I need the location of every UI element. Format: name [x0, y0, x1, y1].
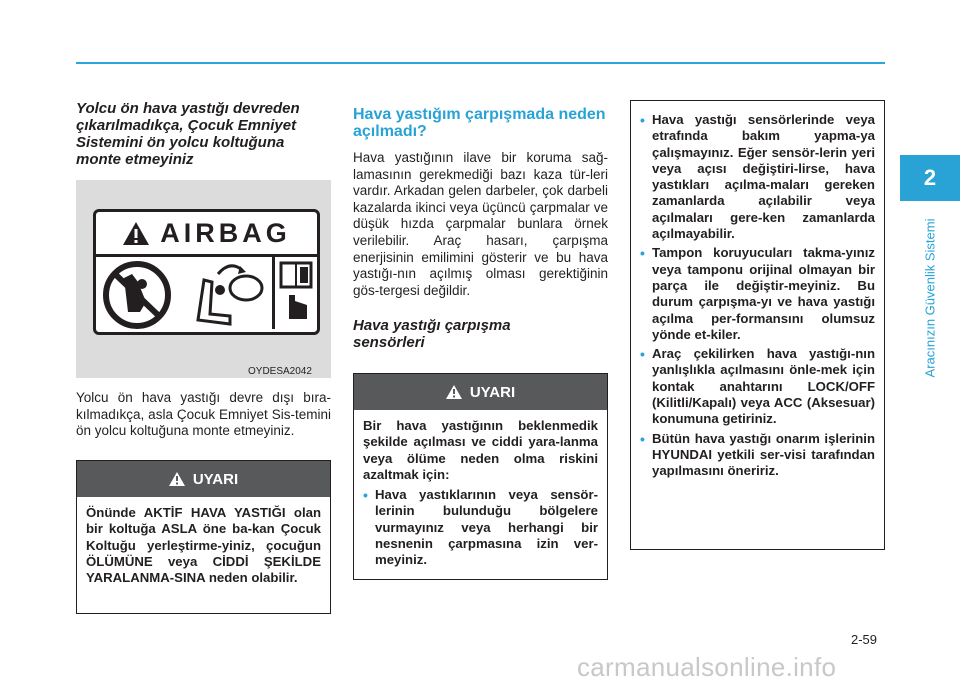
warning-title: UYARI	[192, 470, 239, 488]
column-2	[353, 106, 608, 351]
airbag-deploy-icon	[190, 260, 270, 330]
list-item: • Araç çekilirken hava yastığı-nın yanlışlıkla açılmasını önle-mek için kontak anahtarını LOCK/OFF (Kilitli/Kapalı) veya ACC (Aksesuar) konumuna getiriniz.	[640, 346, 875, 427]
airbag-warning-illustration	[76, 180, 331, 378]
warning-triangle-icon	[169, 472, 185, 486]
page-number: 2-59	[851, 632, 878, 647]
warning-bullet-list	[640, 112, 875, 480]
warning-triangle-icon	[446, 385, 462, 399]
warning-box-continued	[630, 100, 885, 550]
manual-info-icon	[279, 261, 315, 327]
airbag-label: AIRBAG	[160, 217, 291, 248]
body-paragraph: Hava yastığının ilave bir koruma sağ-lamasının gerekmediği bazı kaza tür-leri vardır. Arkadan gelen darbeler, çok darbeli kazalarda ikinci veya üçüncü çarpmalar ve düşük hızda çarpmalar bunlara örnek verilebilir. Araç hasarı, çarpışma enerjisinin emilimini gösterir ve bu hava yastığı-nın açılmış olması gerektiğinin gös-tergesi değildir.	[353, 150, 608, 298]
warning-body	[631, 101, 884, 488]
watermark: carmanualsonline.info	[577, 652, 837, 682]
list-item: • Hava yastıklarının veya sensör-lerinin bulunduğu bölgelere vurmayınız veya herhangi bir nesnenin çarpmasına izin ver-meyiniz.	[363, 487, 598, 568]
top-rule	[76, 62, 885, 64]
warning-title: UYARI	[469, 383, 516, 401]
warning-header	[354, 374, 607, 410]
image-caption: OYDESA2042	[248, 366, 312, 377]
section-heading: Yolcu ön hava yastığı devreden çıkarılmadıkça, Çocuk Emniyet Sistemini ön yolcu koltuğuna monte etmeyiniz	[76, 100, 300, 168]
list-item: • Bütün hava yastığı onarım işlerinin HYUNDAI yetkili ser-visi tarafından yapılmasını öneririz.	[640, 431, 875, 480]
warning-bullet-list	[363, 487, 598, 568]
list-item: • Hava yastığı sensörlerinde veya etrafında bakım yapma-ya çalışmayınız. Eğer sensör-lerin yeri veya açısı değiştiri-lirse, hava yastıkları açılma-maları gereken zamanlarda açılabilir veya açılmaları gere-ken zamanlarda açılmayabilir.	[640, 112, 875, 242]
warning-body	[354, 410, 607, 578]
body-paragraph: Yolcu ön hava yastığı devre dışı bıra-kılmadıkça, asla Çocuk Emniyet Sis-temini ön yolcu koltuğuna monte etmeyiniz.	[76, 390, 331, 439]
warning-text: Bir hava yastığının beklenmedik şekilde açılması ve ciddi yara-lanma veya ölüme neden olma riskini azaltmak için:	[363, 418, 598, 482]
section-heading: Hava yastığım çarpışmada neden açılmadı?	[353, 106, 606, 140]
subsection-heading: Hava yastığı çarpışma sensörleri	[353, 317, 511, 352]
no-child-seat-icon	[102, 260, 182, 330]
warning-box-sensors	[353, 373, 608, 580]
list-item: • Tampon koruyucuları takma-yınız veya tamponu orijinal olmayan bir parça ile değiştir-meyiniz. Bu durum çarpışma-yı ve hava yastığı açılma per-formansını olumsuz yönde et-kiler.	[640, 245, 875, 343]
warning-header	[77, 461, 330, 497]
warning-triangle-icon	[122, 221, 150, 246]
column-1	[76, 100, 331, 168]
warning-box-child-seat	[76, 460, 331, 614]
airbag-sticker	[93, 209, 320, 335]
warning-text: Önünde AKTİF HAVA YASTIĞI olan bir koltuğa ASLA öne ba-kan Çocuk Koltuğu yerleştirme-yiniz, çocuğun ÖLÜMÜNE veya CİDDİ ŞEKİLDE YARALANMA-SINA neden olabilir.	[86, 505, 321, 586]
chapter-title: Aracınızın Güvenlik Sistemi	[922, 218, 938, 377]
chapter-number-tab: 2	[900, 155, 960, 201]
